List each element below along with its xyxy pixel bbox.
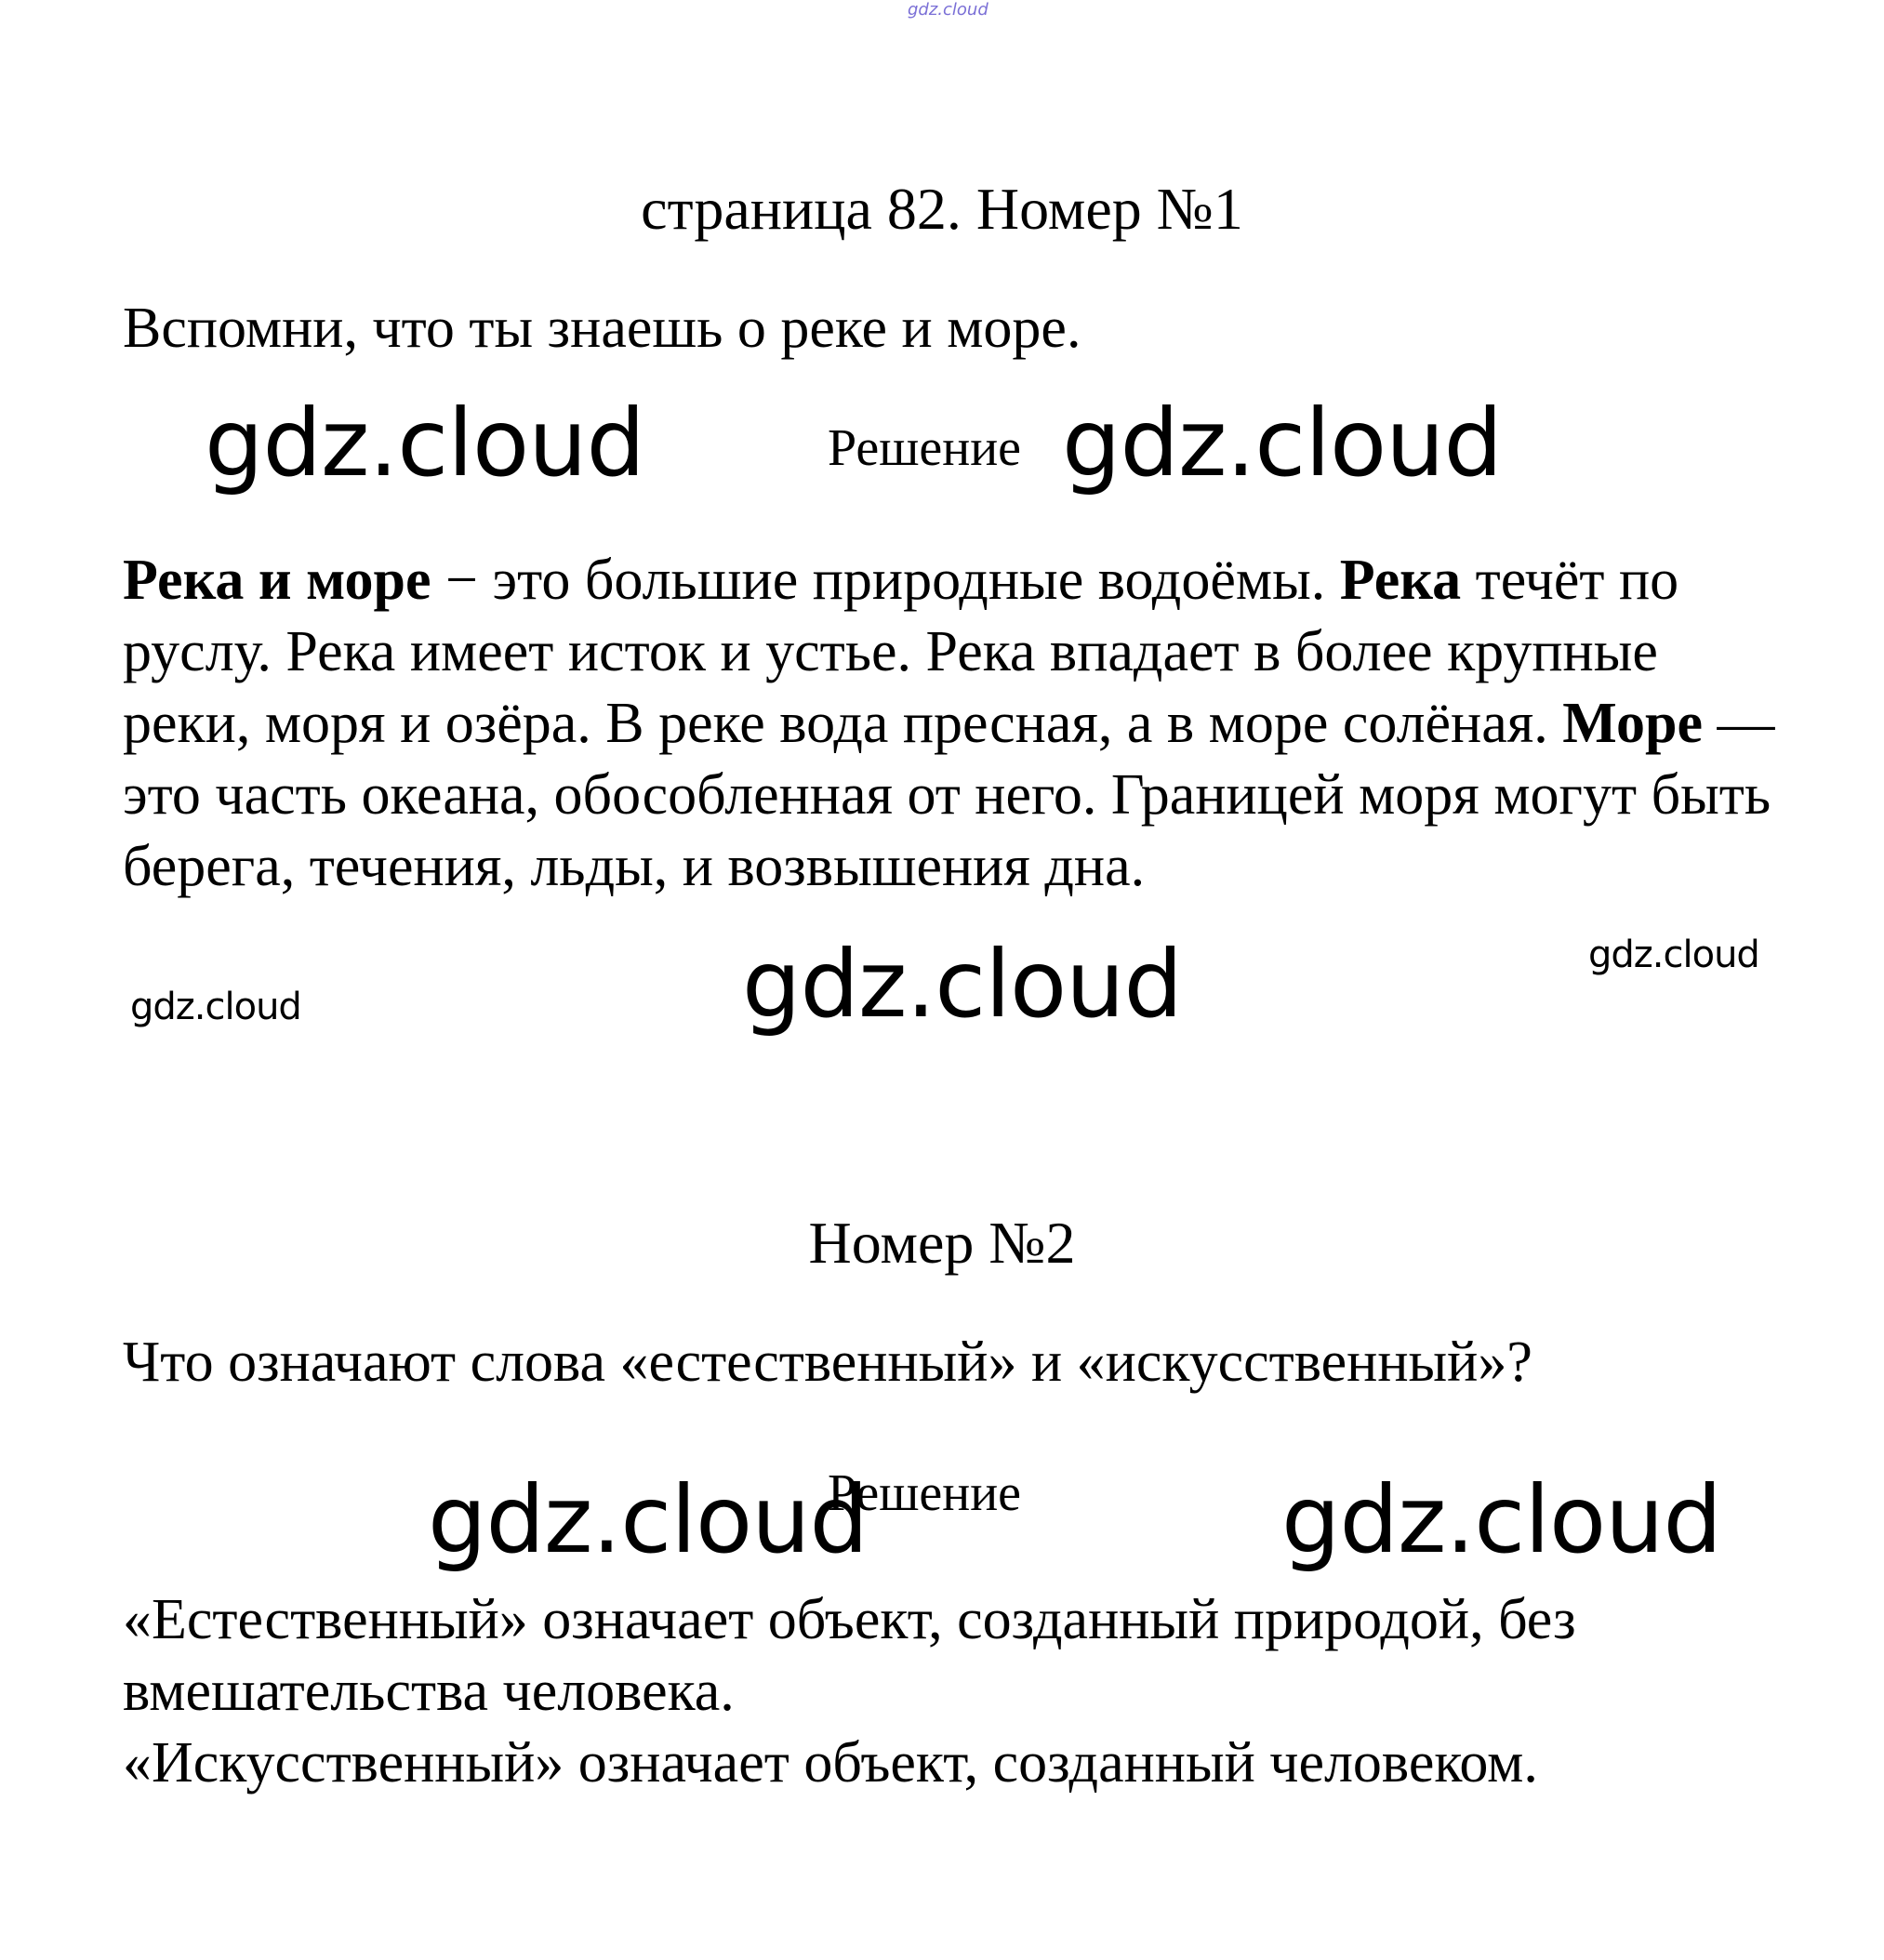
task1-question: Вспомни, что ты знаешь о реке и море. [123,297,1081,360]
task2-question: Что означают слова «естественный» и «искусственный»? [123,1331,1532,1394]
answer-text: − это большие природные водоёмы. [431,549,1340,612]
top-watermark: gdz.cloud [908,0,988,20]
watermark-logo: gdz.cloud [1281,1465,1722,1574]
task2-heading: Номер №2 [808,1210,1076,1276]
task1-solution-label: Решение [828,419,1022,477]
answer-text: — это часть океана, обособленная от него. Границей моря могут быть берега, течения, льды, и возвышения дна. [123,692,1775,898]
watermark-logo: gdz.cloud [428,1465,869,1574]
term-sea: Море [1562,692,1703,755]
term-river-and-sea: Река и море [123,549,431,612]
watermark-logo: gdz.cloud [205,389,645,497]
watermark-logo: gdz.cloud [1062,389,1503,497]
task1-heading: страница 82. Номер №1 [641,176,1243,242]
watermark-logo: gdz.cloud [130,986,301,1028]
watermark-logo: gdz.cloud [742,930,1183,1039]
term-river: Река [1339,549,1462,612]
task1-answer [123,545,1778,903]
task2-solution-label: Решение [828,1464,1022,1522]
answer-text: течёт по руслу. Река имеет исток и устье. Река впадает в более крупные реки, моря и озёра. В реке вода пресная, а в море солёная. [123,549,1679,755]
task2-answer-natural: «Естественный» означает объект, созданный природой, без вмешательства человека. [123,1588,1576,1723]
watermark-logo: gdz.cloud [1588,934,1759,976]
task2-answer-artificial: «Искусственный» означает объект, созданный человеком. [123,1731,1538,1794]
